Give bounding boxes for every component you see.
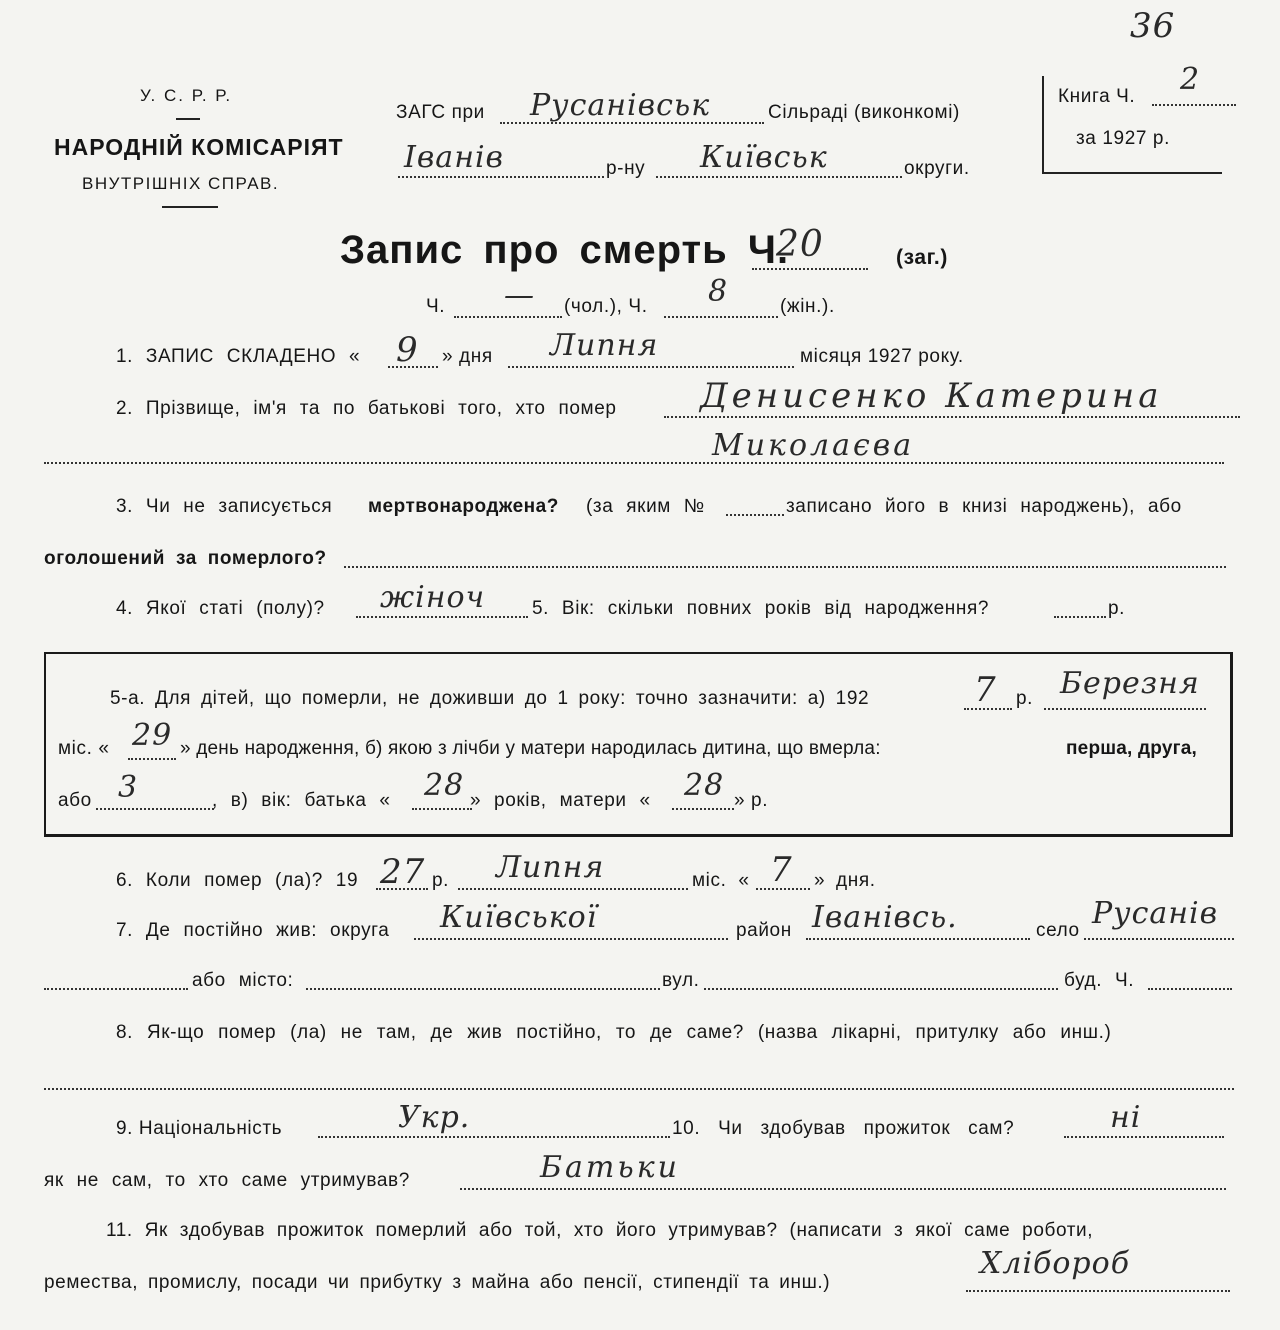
q11-job-handwritten: Хлібороб — [980, 1246, 1131, 1281]
q6-mis: міс. « — [692, 870, 750, 891]
q6-month-handwritten: Липня — [496, 850, 605, 885]
q5a-month-handwritten: Березня — [1060, 666, 1200, 701]
q1-month-handwritten: Липня — [550, 328, 659, 363]
q5a-line1: 5-а. Для дітей, що померли, не доживши до 1 року: точно зазначити: а) 192 — [110, 688, 870, 709]
q7-misto: або місто: — [192, 970, 294, 991]
q3-label-d: записано його в книзі народжень), або — [786, 496, 1182, 517]
zags-district-suffix: р-ну — [606, 158, 646, 179]
q6-end: » дня. — [814, 870, 876, 891]
q8-line — [44, 1088, 1234, 1090]
q5a-day-line — [128, 758, 176, 760]
female-number-handwritten: 8 — [708, 274, 729, 309]
header-rule — [162, 206, 218, 208]
q7-selo-handwritten: Русанів — [1092, 896, 1219, 931]
book-box-left — [1042, 76, 1044, 174]
q3-label-c: (за яким № — [586, 496, 705, 517]
q4-label: 4. Якої статі (полу)? — [116, 598, 325, 619]
q7-bud-line — [1148, 988, 1232, 990]
department-label: ВНУТРІШНІХ СПРАВ. — [82, 174, 280, 193]
commissariat-label: НАРОДНІЙ КОМІСАРІЯТ — [54, 134, 344, 160]
q7-vul: вул. — [662, 970, 700, 991]
q7-label: 7. Де постійно жив: округа — [116, 920, 390, 941]
q2-name-handwritten: Денисенко Катерина — [700, 376, 1163, 416]
q3-stillborn: мертвонароджена? — [368, 496, 559, 517]
q6-day-handwritten: 7 — [770, 850, 793, 890]
q10-who-handwritten: Батьки — [540, 1150, 680, 1185]
title-number-line — [752, 268, 868, 270]
q5a-year-handwritten: 7 — [974, 670, 997, 710]
male-number-line — [454, 316, 562, 318]
book-box-bottom — [1042, 172, 1222, 174]
zags-prefix: ЗАГС при — [396, 102, 485, 123]
q3-declared-dead: оголошений за померлого? — [44, 548, 327, 569]
republic-label: У. С. Р. Р. — [140, 86, 233, 105]
q10-who-line — [460, 1188, 1226, 1190]
q5-label: 5. Вік: скільки повних років від народження? — [532, 598, 990, 619]
q7-okrug-line — [414, 938, 728, 940]
female-number-line — [664, 316, 778, 318]
zags-okrug-handwritten: Київськ — [700, 140, 828, 175]
female-number-suffix: (жін.). — [780, 296, 835, 317]
q5a-mother-handwritten: 28 — [684, 768, 725, 803]
zags-district-line — [398, 176, 604, 178]
q3-number-line — [726, 514, 784, 516]
q7-rayon: район — [736, 920, 792, 941]
q6-year-handwritten: 27 — [380, 852, 426, 892]
q5a-line3a: або — [58, 790, 92, 811]
male-number-handwritten: — — [504, 278, 535, 313]
book-label: Книга Ч. — [1058, 86, 1136, 107]
q7-rayon-handwritten: Іванівсь. — [812, 900, 958, 935]
q7-vul-line — [704, 988, 1058, 990]
q5a-line2a: міс. « — [58, 738, 110, 759]
q4-sex-line — [356, 616, 528, 618]
q7-bud: буд. Ч. — [1064, 970, 1135, 991]
q5a-line3d: » р. — [734, 790, 769, 811]
q5a-father-line — [412, 808, 472, 810]
q9-nat-line — [318, 1136, 670, 1138]
q7-rayon-line — [806, 938, 1030, 940]
q1-end: місяця 1927 року. — [800, 346, 964, 367]
q10-handwritten: ні — [1110, 1100, 1142, 1135]
book-year: за 1927 р. — [1076, 128, 1170, 149]
q1-day-handwritten: 9 — [396, 330, 419, 370]
male-number-prefix: Ч. — [426, 296, 446, 317]
zags-okrug-line — [656, 176, 902, 178]
title-suffix: (заг.) — [896, 246, 948, 269]
q3-declared-line — [344, 566, 1226, 568]
q7-selo-line — [1084, 938, 1234, 940]
title-number-handwritten: 20 — [776, 224, 824, 265]
q6-r: р. — [432, 870, 450, 891]
zags-okrug-suffix: округи. — [904, 158, 970, 179]
q5a-father-handwritten: 28 — [424, 768, 465, 803]
q1-label: 1. ЗАПИС СКЛАДЕНО « — [116, 346, 361, 367]
q11-line2: ремества, промислу, посади чи прибутку з майна або пенсії, стипендії та инш.) — [44, 1272, 831, 1293]
q8-label: 8. Як-що помер (ла) не там, де жив постійно, то де саме? (назва лікарні, притулку або инш.) — [116, 1022, 1112, 1043]
q5a-day-handwritten: 29 — [132, 718, 173, 753]
zags-village-handwritten: Русанівськ — [530, 88, 711, 123]
q7-okrug-handwritten: Київської — [440, 900, 598, 935]
q5a-order-line — [96, 808, 214, 810]
q5-end: р. — [1108, 598, 1126, 619]
q5a-line2b: » день народження, б) якою з лічби у матери народилась дитина, що вмерла: — [180, 738, 881, 759]
q2-name2-handwritten: Миколаєва — [712, 428, 915, 463]
q5a-order-handwritten: 3 — [118, 770, 139, 805]
q1-mid: » дня — [442, 346, 493, 367]
q9-nat-handwritten: Укр. — [398, 1100, 471, 1135]
q11-line1: 11. Як здобував прожиток померлий або той, хто його утримував? (написати з якої саме роботи, — [106, 1220, 1094, 1241]
header-rule — [176, 118, 200, 120]
q5-age-line — [1054, 616, 1106, 618]
q10-line — [1064, 1136, 1224, 1138]
zags-council-suffix: Сільраді (виконкомі) — [768, 102, 960, 123]
q5a-month-line — [1044, 708, 1206, 710]
q10-label: 10. Чи здобував прожиток сам? — [672, 1118, 1015, 1139]
q10-who-label: як не сам, то хто саме утримував? — [44, 1170, 410, 1191]
q2-name2-line — [44, 462, 1224, 464]
corner-number-handwritten: 36 — [1130, 6, 1176, 46]
q9-label: 9. Національність — [116, 1118, 283, 1139]
q5a-mother-line — [672, 808, 734, 810]
q7-selo: село — [1036, 920, 1080, 941]
zags-district-handwritten: Іванів — [404, 140, 505, 175]
q7-misto-line — [306, 988, 660, 990]
book-number-handwritten: 2 — [1180, 62, 1201, 97]
q2-label: 2. Прізвище, ім'я та по батькові того, хто помер — [116, 398, 617, 419]
q6-label: 6. Коли помер (ла)? 19 — [116, 870, 359, 891]
q5a-line3b: , в) вік: батька « — [212, 790, 391, 811]
q5a-first-second: перша, друга, — [1066, 738, 1197, 759]
q5a-year-suffix: р. — [1016, 688, 1034, 709]
q7-misto-pre-line — [44, 988, 188, 990]
q4-sex-handwritten: жіноч — [380, 580, 486, 615]
q11-job-line — [966, 1290, 1230, 1292]
q3-label-a: 3. Чи не записується — [116, 496, 333, 517]
q2-name-line — [664, 416, 1240, 418]
q1-month-line — [508, 366, 794, 368]
q5a-line3c: » років, матери « — [470, 790, 651, 811]
form-title: Запис про смерть Ч. — [340, 228, 790, 272]
q6-month-line — [458, 888, 688, 890]
book-number-line — [1152, 104, 1236, 106]
male-number-suffix: (чол.), Ч. — [564, 296, 648, 317]
